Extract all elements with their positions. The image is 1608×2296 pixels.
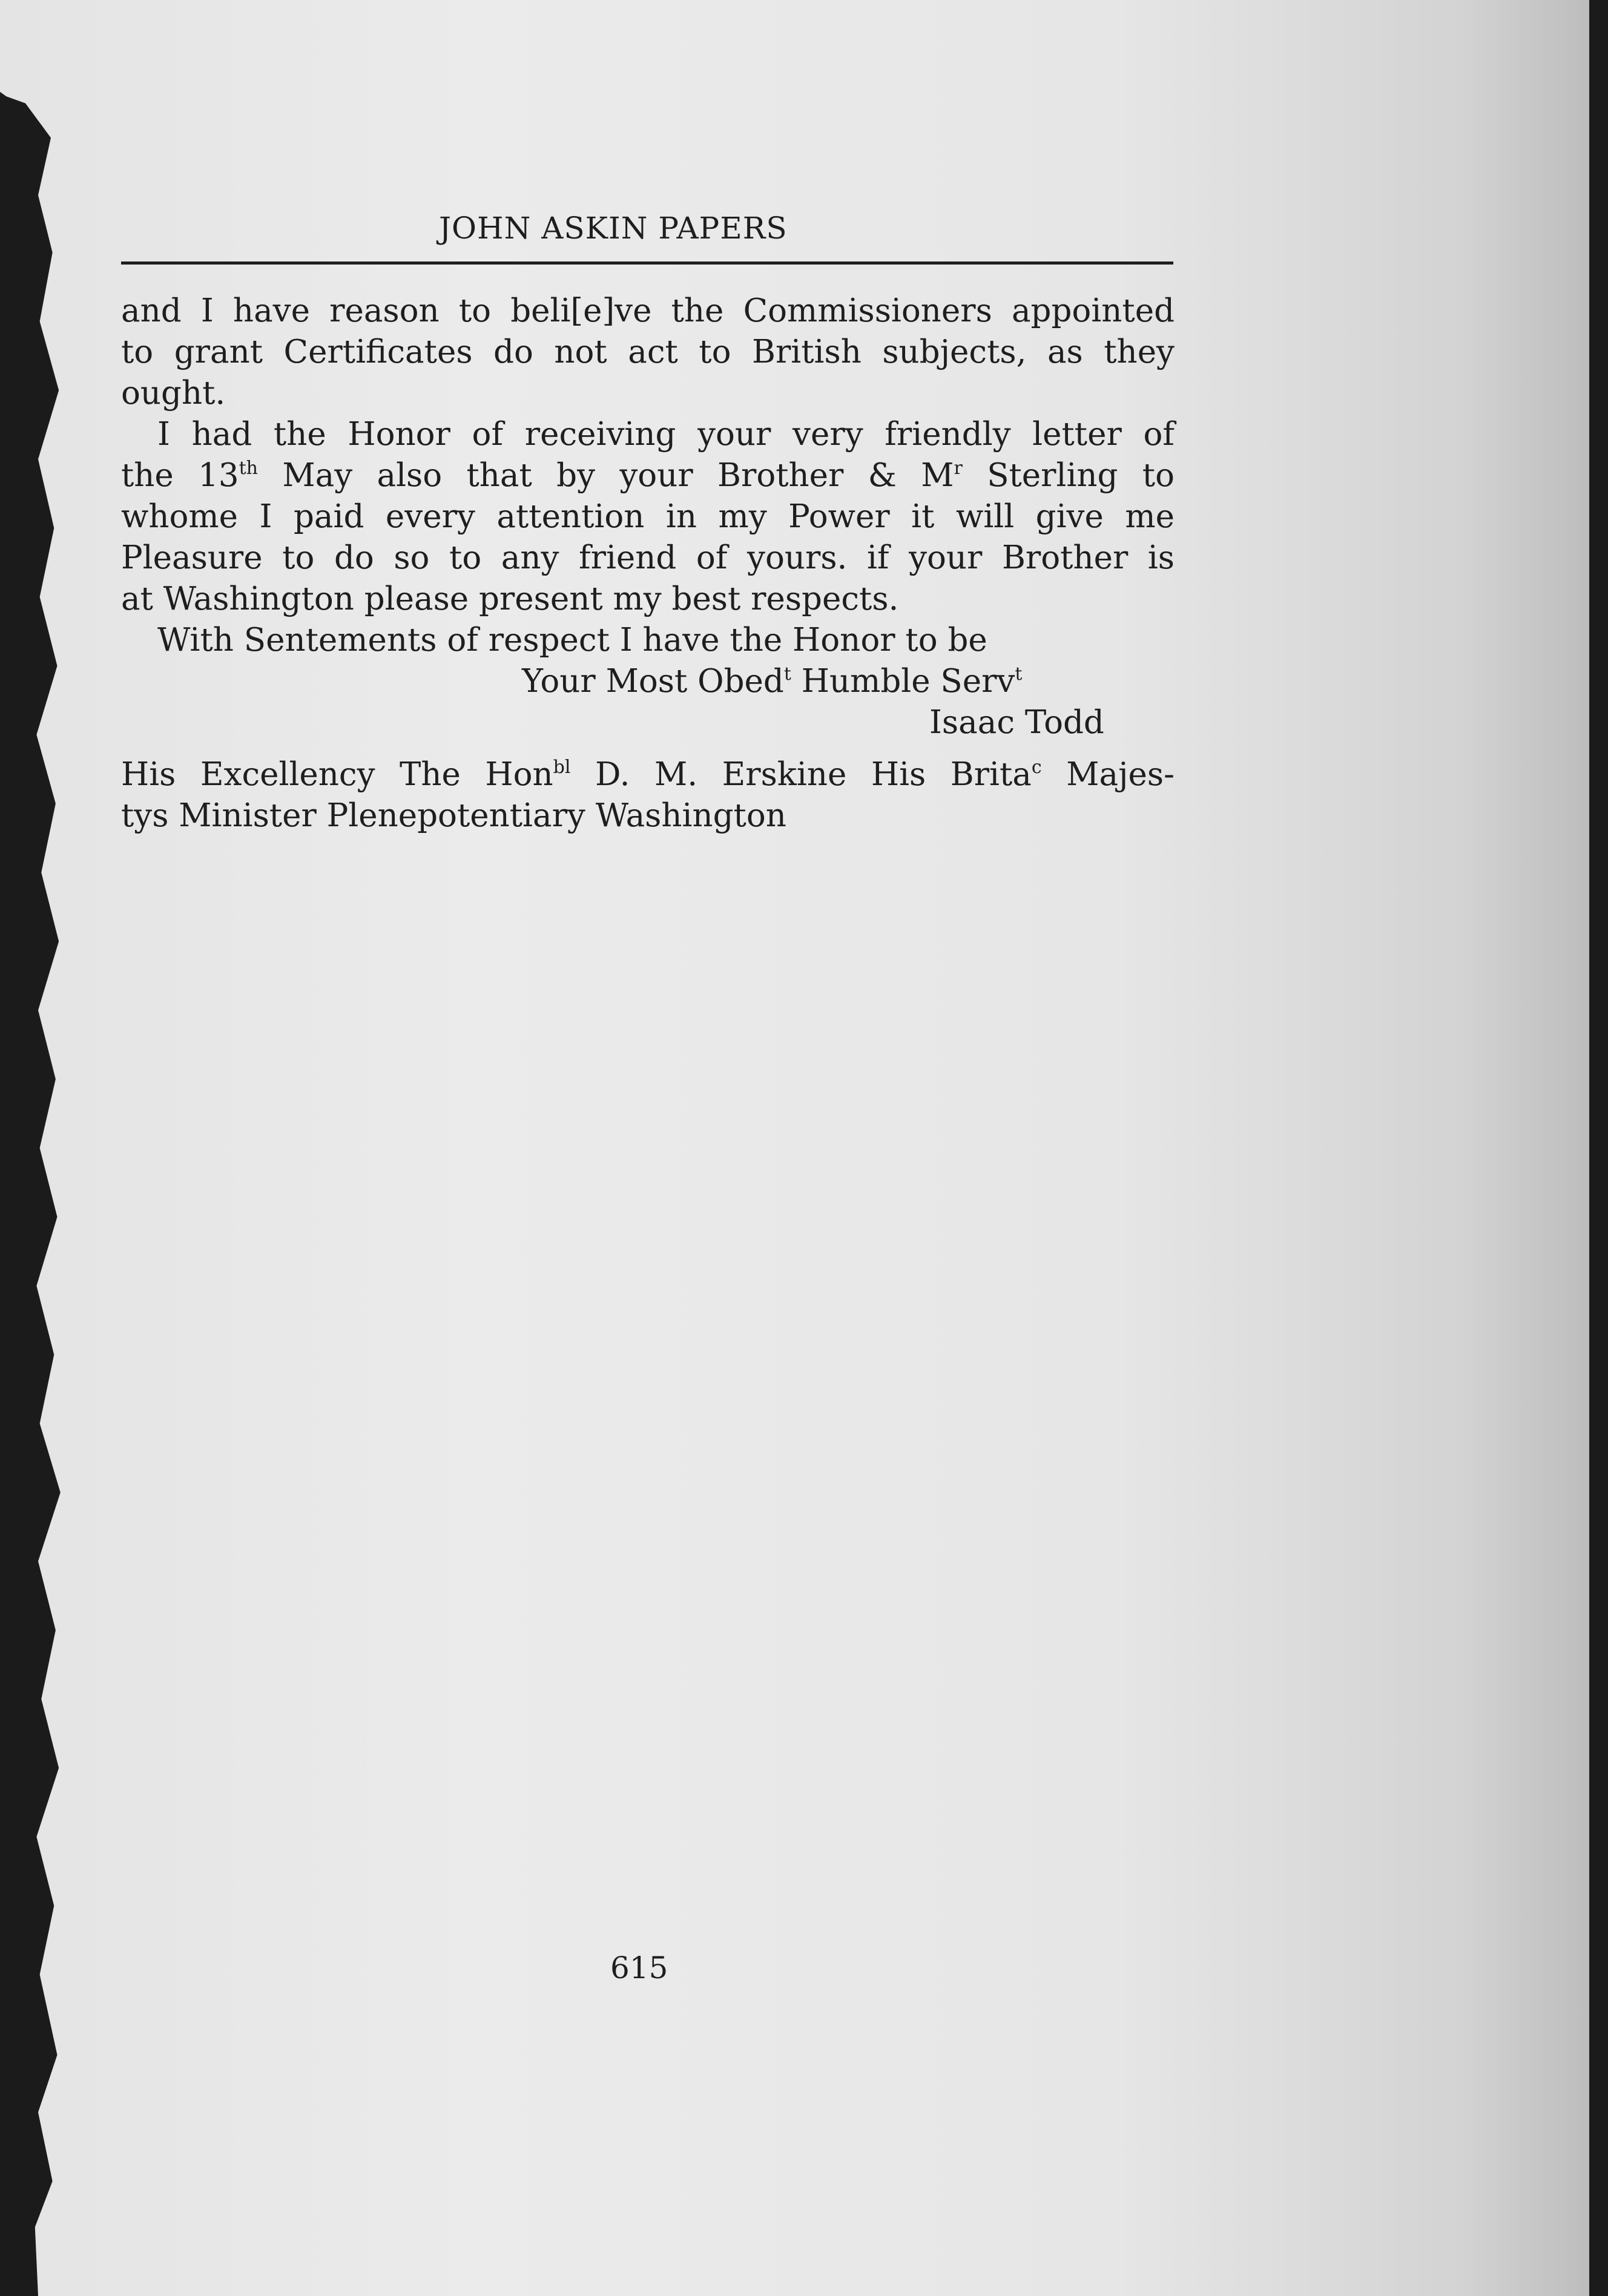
- text-segment: His Excellency The Hon: [121, 756, 553, 793]
- paragraph-1-line-3: ought.: [121, 375, 226, 412]
- text-segment: Majes-: [1041, 756, 1175, 793]
- spacer: [121, 743, 1175, 754]
- closing-line: [121, 661, 1175, 702]
- page-number: 615: [610, 1950, 668, 1985]
- text-segment: Humble Serv: [791, 663, 1015, 700]
- paragraph-2-line-5: at Washington please present my best respects.: [121, 581, 899, 617]
- paragraph-2-line-3: whome I paid every attention in my Power it will give me: [121, 498, 1175, 535]
- text-segment: Your Most Obed: [522, 663, 784, 700]
- paragraph-1-line-2: to grant Certificates do not act to British subjects, as they: [121, 334, 1175, 370]
- paragraph-3-line-1: With Sentements of respect I have the Honor to be: [157, 622, 987, 659]
- superscript: r: [954, 458, 963, 479]
- text-segment: the 13: [121, 457, 239, 494]
- signature: Isaac Todd: [929, 704, 1104, 741]
- paragraph-2-line-4: Pleasure to do so to any friend of yours. if your Brother is: [121, 539, 1175, 576]
- address-line-1: [121, 754, 1175, 795]
- running-head: JOHN ASKIN PAPERS: [439, 211, 788, 246]
- paragraph-1-line-1: and I have reason to beli[e]ve the Commissioners appointed: [121, 292, 1175, 329]
- superscript: t: [783, 663, 791, 685]
- superscript: th: [239, 458, 258, 479]
- superscript: bl: [553, 757, 571, 778]
- paragraph-2-line-1: I had the Honor of receiving your very friendly letter of: [157, 416, 1175, 453]
- paragraph-2-line-2: [121, 455, 1175, 496]
- text-segment: Sterling to: [962, 457, 1175, 494]
- superscript: t: [1015, 663, 1023, 685]
- text-segment: May also that by your Brother & M: [257, 457, 954, 494]
- address-line-2: tys Minister Plenepotentiary Washington: [121, 797, 786, 834]
- superscript: c: [1031, 757, 1042, 778]
- letter-body: [121, 291, 1175, 837]
- header-rule: [121, 262, 1173, 265]
- text-segment: D. M. Erskine His Brita: [570, 756, 1032, 793]
